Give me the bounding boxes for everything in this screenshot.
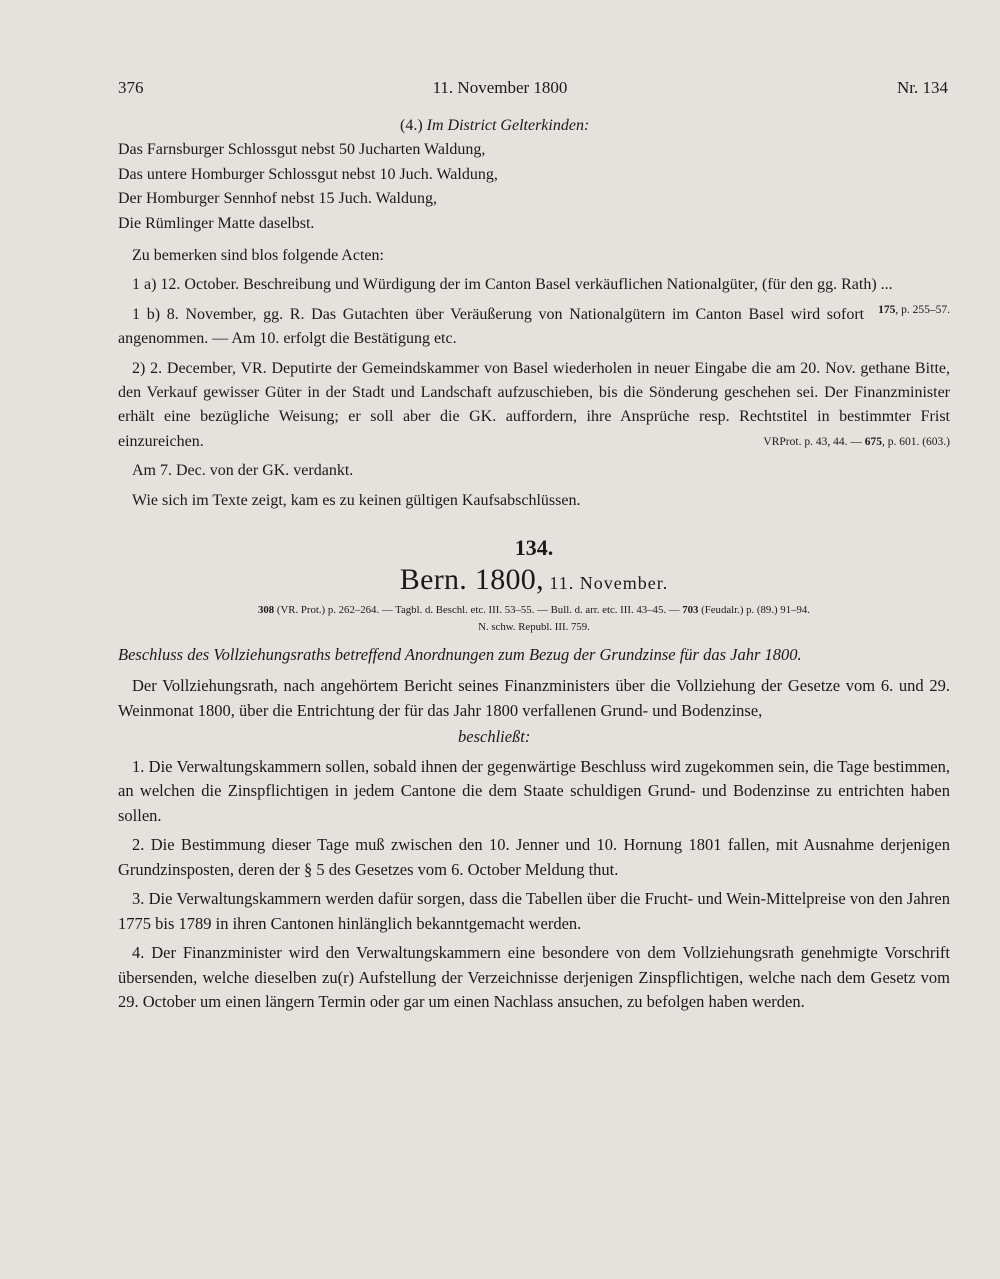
page-number: 376 — [118, 78, 144, 97]
page-body — [118, 114, 950, 1015]
act-thanks: Am 7. Dec. von der GK. verdankt. — [132, 462, 354, 480]
district-name: Im District Gelterkinden: — [426, 117, 590, 134]
article-2: 2. Die Bestimmung dieser Tage muß zwischen den 10. Jenner und 10. Hornung 1801 fallen, mit Ausnahme derjenigen Grundzinsposten, deren der § 5 des Gesetzes vom 6. October Meldung thut. — [118, 835, 950, 879]
estate-item: Die Rümlinger Matte daselbst. — [118, 214, 315, 232]
estate-item: Der Homburger Sennhof nebst 15 Juch. Waldung, — [118, 190, 437, 208]
references-line-1: 308 (VR. Prot.) p. 262–264. — Tagbl. d. Beschl. etc. III. 53–55. — Bull. d. arr. etc. III. 43–45. — 703 (Feudalr.) p. (89.) 91–94. — [257, 604, 811, 617]
document-title — [118, 563, 950, 602]
header-date: 11. November 1800 — [432, 78, 568, 97]
document-place-year: Bern. 1800, — [399, 563, 544, 597]
page-header — [0, 78, 1000, 102]
document-date: 11. November. — [543, 573, 669, 594]
district-heading — [400, 114, 950, 138]
article-1: 1. Die Verwaltungskammern sollen, sobald ihnen der gegenwärtige Beschluss wird zugekommen sein, die Tage bestimmen, an welchen die Zinspflichtigen in jedem Cantone die dem Staate schuldigen Grund- und Bodenzinse zu entrichten haben sollen. — [118, 756, 950, 825]
act-1a-reference: 175, p. 255–57. — [878, 303, 950, 316]
act-1b: 1 b) 8. November, gg. R. Das Gutachten über Veräußerung von Nationalgütern im Canton Basel wird sofort angenommen. — Am 10. erfolgt die Bestätigung etc. — [118, 305, 865, 348]
document-number: 134. — [514, 535, 554, 561]
references-line-2: N. schw. Republ. III. 759. — [478, 621, 590, 634]
acts-closing: Wie sich im Texte zeigt, kam es zu keinen gültigen Kaufsabschlüssen. — [132, 491, 581, 509]
source-references — [118, 602, 950, 636]
decision-heading: beschließt: — [458, 727, 531, 747]
document-subject: Beschluss des Vollziehungsraths betreffend Anordnungen zum Bezug der Grundzinse für das Jahr 1800. — [118, 645, 802, 665]
estate-item: Das Farnsburger Schlossgut nebst 50 Jucharten Waldung, — [118, 141, 486, 159]
header-document-number: Nr. 134 — [897, 78, 948, 97]
preamble: Der Vollziehungsrath, nach angehörtem Bericht seines Finanzministers über die Vollziehung der Gesetze vom 6. und 29. Weinmonat 1800, über die Entrichtung der für das Jahr 1800 verfallenen Grund- und Bodenzinse, — [118, 676, 950, 720]
act-1a-text: 1 a) 12. October. Beschreibung und Würdigung der im Canton Basel verkäuflichen Nationalgüter, (für den gg. Rath) ... — [132, 276, 893, 294]
estate-item: Das untere Homburger Schlossgut nebst 10 Juch. Waldung, — [118, 165, 498, 183]
act-2-reference: VRProt. p. 43, 44. — 675, p. 601. (603.) — [763, 435, 950, 448]
act-1a — [118, 273, 950, 316]
estate-list — [118, 138, 950, 236]
act-2-text: 2) 2. December, VR. Deputirte der Gemeindskammer von Basel wiederholen in neuer Eingabe die am 20. Nov. gethane Bitte, den Verkauf gewisser Güter in der Stadt und Landschaft aufzuschieben, bis die Sönderung geschehen sei. Der Finanzminister erhält eine bezügliche Weisung; er soll aber die GK. auffordern, ihre Ansprüche resp. Rechtstitel in bestimmter Frist einzureichen. — [118, 359, 950, 450]
article-4: 4. Der Finanzminister wird den Verwaltungskammern eine besondere von dem Vollziehungsrath genehmigte Vorschrift übersenden, welche dieselben zu(r) Aufstellung der Verzeichnisse derjenigen Zinspflichtigen, welche nach dem Gesetz vom 29. October um einen längern Termin oder gar um einen Nachlass ansuchen, zu befolgen haben werden. — [118, 943, 950, 1012]
district-prefix: (4.) — [400, 117, 427, 134]
act-2 — [118, 357, 950, 455]
article-3: 3. Die Verwaltungskammern werden dafür sorgen, dass die Tabellen über die Frucht- und Wein-Mittelpreise von den Jahren 1775 bis 1789 in ihren Cantonen hinlänglich bekanntgemacht werden. — [118, 889, 950, 933]
acts-intro: Zu bemerken sind blos folgende Acten: — [132, 247, 384, 265]
